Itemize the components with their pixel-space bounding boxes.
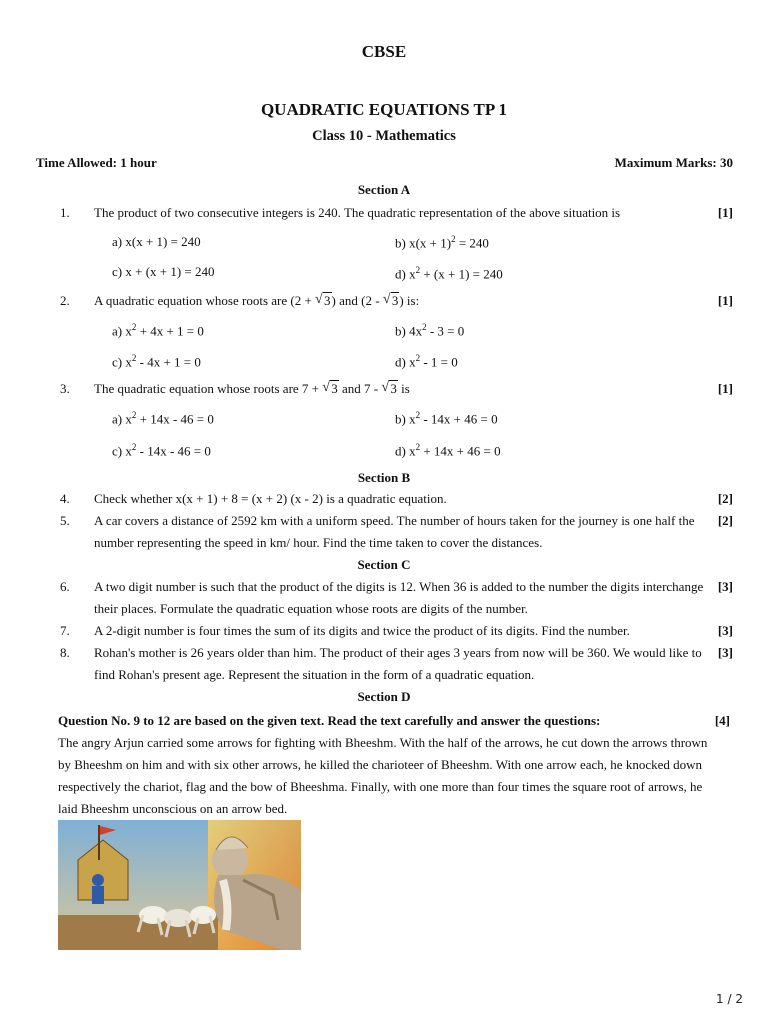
paper-title: QUADRATIC EQUATIONS TP 1 xyxy=(260,100,508,119)
question-marks: [2] xyxy=(717,491,733,506)
question-text: A 2-digit number is four times the sum of its digits and twice the product of its digits. Find the number. xyxy=(94,623,630,638)
question-number: 7. xyxy=(60,623,70,638)
question-text: Rohan's mother is 26 years older than him. The product of their ages 3 years from now will be 360. We would like to find Rohan's present age. Represent the situation in the form of a quadratic equation. xyxy=(94,645,702,682)
sqrt-symbol: √ 3 xyxy=(381,378,398,400)
question-text: The quadratic equation whose roots are 7 + √ 3 and 7 - √ 3 is xyxy=(94,378,704,400)
option-1a: a) x(x + 1) = 240 xyxy=(112,234,201,249)
page-indicator: 1 / 2 xyxy=(716,992,743,1006)
question-text: Check whether x(x + 1) + 8 = (x + 2) (x - 2) is a quadratic equation. xyxy=(94,491,447,506)
maximum-marks: Maximum Marks: 30 xyxy=(614,155,733,170)
sqrt-symbol: √ 3 xyxy=(383,290,400,312)
case-study-marks: [4] xyxy=(714,713,730,728)
question-number: 6. xyxy=(60,579,70,594)
question-marks: [1] xyxy=(717,205,733,220)
option-2b: b) $4x^2 - 3 = 0$ xyxy=(395,322,465,339)
sqrt-symbol: √ 3 xyxy=(315,290,332,312)
question-number: 3. xyxy=(60,381,70,396)
question-number: 1. xyxy=(60,205,70,220)
option-3d: d) $x^2 + 14x + 46 = 0$ xyxy=(395,442,501,459)
question-number: 5. xyxy=(60,513,70,528)
question-marks: [3] xyxy=(717,645,733,660)
option-3c: c) $x^2 - 14x - 46 = 0$ xyxy=(112,442,211,459)
section-c-heading: Section C xyxy=(357,557,411,572)
option-1c: c) x + (x + 1) = 240 xyxy=(112,264,215,279)
section-b-heading: Section B xyxy=(357,470,411,485)
option-1b: b) $x(x + 1)^2 = 240$ xyxy=(395,234,489,251)
time-allowed: Time Allowed: 1 hour xyxy=(36,155,157,170)
section-d-heading: Section D xyxy=(357,689,411,704)
question-marks: [2] xyxy=(717,513,733,528)
option-2d: d) $x^2 - 1 = 0$ xyxy=(395,353,458,370)
board-name: CBSE xyxy=(361,42,407,61)
question-number: 2. xyxy=(60,293,70,308)
question-marks: [1] xyxy=(717,293,733,308)
question-text: A two digit number is such that the product of the digits is 12. When 36 is added to the number the digits interchange their places. Formulate the quadratic equation whose roots are digits of the number. xyxy=(94,579,704,616)
question-text: A quadratic equation whose roots are (2 + √ 3) and (2 - √ 3) is: xyxy=(94,290,704,312)
section-a-heading: Section A xyxy=(357,182,411,197)
case-study-heading: Question No. 9 to 12 are based on the given text. Read the text carefully and answer the questions: xyxy=(58,713,601,728)
option-3b: b) $x^2 - 14x + 46 = 0$ xyxy=(395,410,498,427)
question-marks: [3] xyxy=(717,579,733,594)
option-2a: a) $x^2 + 4x + 1 = 0$ xyxy=(112,322,204,339)
mahabharata-painting-icon xyxy=(58,820,301,950)
option-2c: c) $x^2 - 4x + 1 = 0$ xyxy=(112,353,201,370)
question-text: The product of two consecutive integers is 240. The quadratic representation of the above situation is xyxy=(94,205,621,220)
sqrt-symbol: √ 3 xyxy=(322,378,339,400)
case-study-passage: The angry Arjun carried some arrows for fighting with Bheeshm. With the half of the arrows, he cut down the arrows thrown by Bheeshm on him and with six other arrows, he killed the charioteer of Bheeshm. With one arrow each, he knocked down respectively the chariot, flag and the bow of Bheeshma. Finally, with one more than four times the square root of arrows, he laid Bheeshm unconscious on an arrow bed. xyxy=(58,735,708,816)
question-number: 4. xyxy=(60,491,70,506)
question-marks: [1] xyxy=(717,381,733,396)
question-marks: [3] xyxy=(717,623,733,638)
question-number: 8. xyxy=(60,645,70,660)
option-3a: a) $x^2 + 14x - 46 = 0$ xyxy=(112,410,214,427)
question-text: A car covers a distance of 2592 km with a uniform speed. The number of hours taken for the journey is one half the number representing the speed in km/ hour. Find the time taken to cover the distances. xyxy=(94,513,695,550)
paper-subtitle: Class 10 - Mathematics xyxy=(312,128,456,144)
option-1d: d) $x^2 + (x + 1) = 240$ xyxy=(395,265,503,282)
